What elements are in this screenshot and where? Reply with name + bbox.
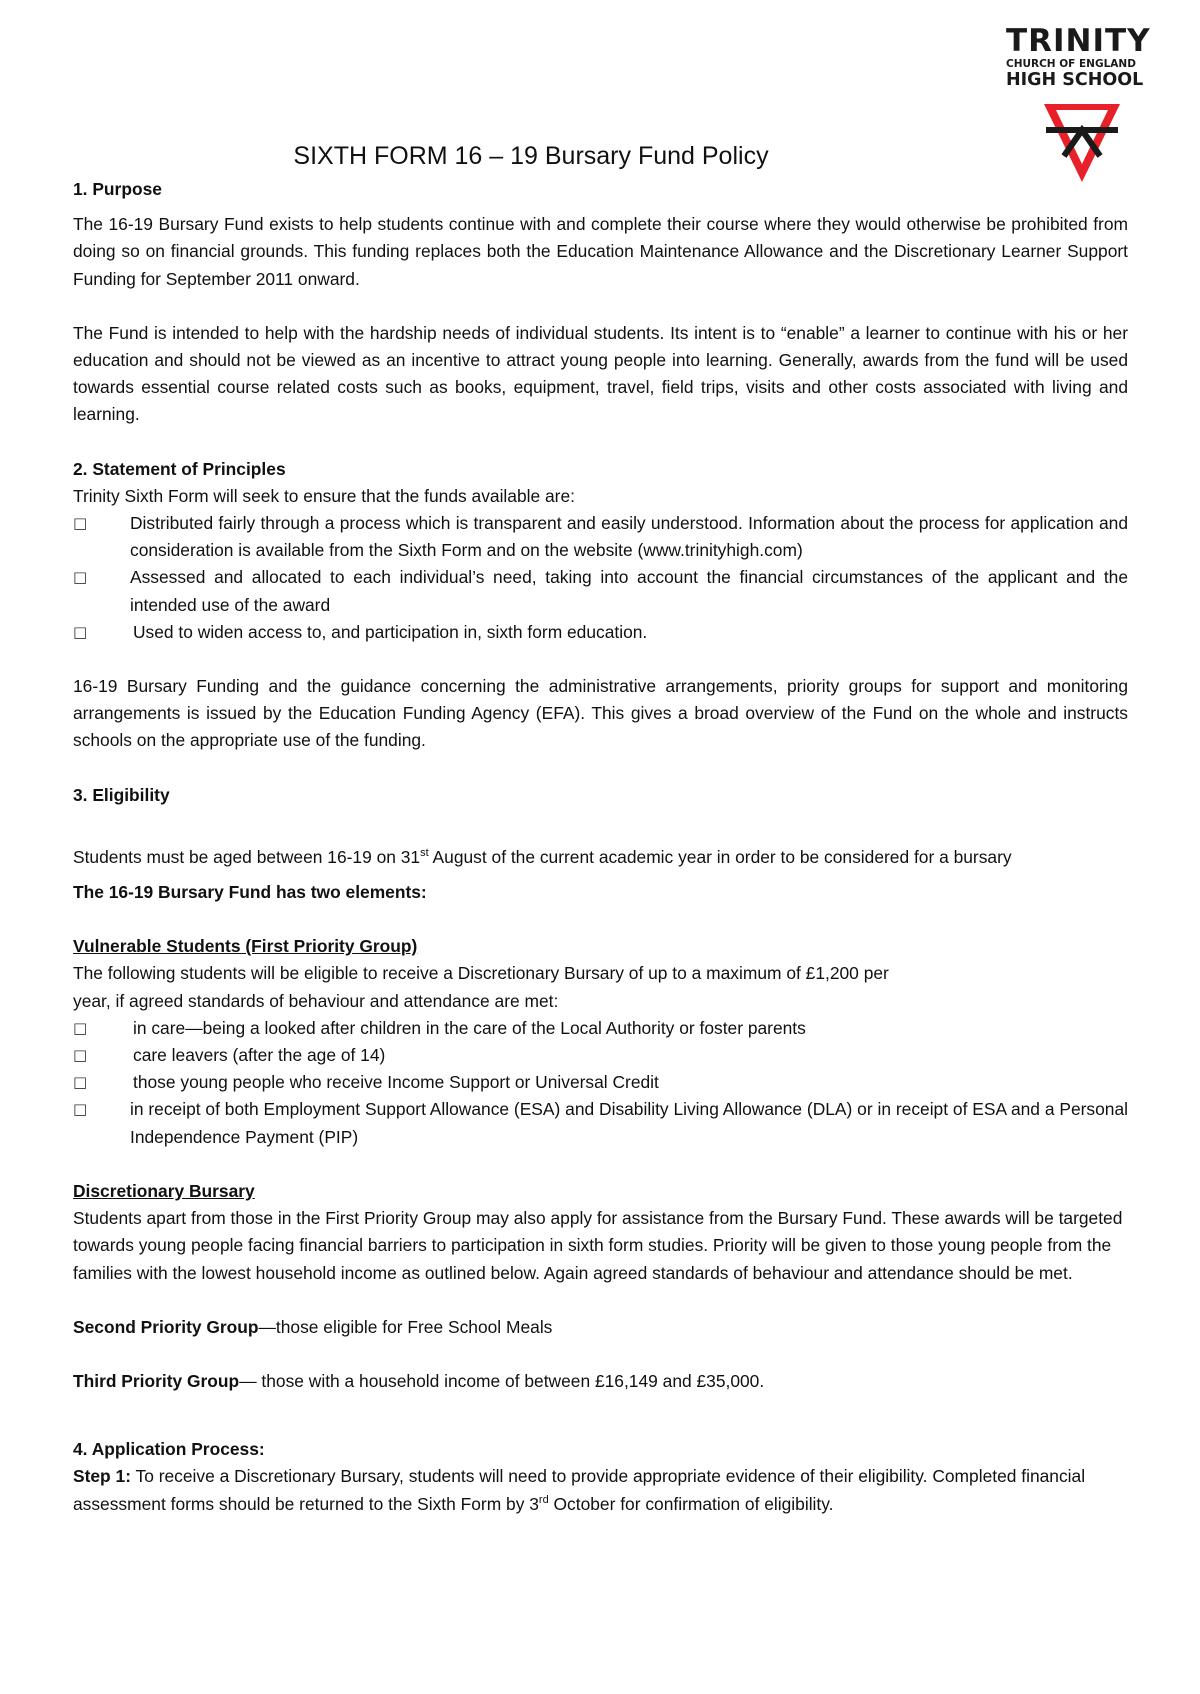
application-step-1: Step 1: To receive a Discretionary Bursary, students will need to provide appropriate evidence of their eligibility. Completed financial assessment forms should be returned to the Sixth Form by 3rd October for confirmation of eligibility. [73,1466,1086,1514]
logo-line-church: CHURCH OF ENGLAND [1006,58,1136,70]
vulnerable-students-heading: Vulnerable Students (First Priority Group) [73,936,418,957]
discretionary-paragraph: Students apart from those in the First Priority Group may also apply for assistance from the Bursary Fund. These awards will be targeted towards young people facing financial barriers to participation in sixth form studies. Priority will be given to those young people from the families with the lowest household income as outlined below. Again agreed standards of behaviour and attendance should be met. [73,1208,1123,1283]
bullet-text: Assessed and allocated to each individual’s need, taking into account the financial circumstances of the applicant and the intended use of the award [130,567,1128,615]
bullet-text: in receipt of both Employment Support Allowance (ESA) and Disability Living Allowance (DLA) or in receipt of ESA and a Personal Independence Payment (PIP) [130,1099,1128,1147]
principles-paragraph: 16-19 Bursary Funding and the guidance concerning the administrative arrangements, priority groups for support and monitoring arrangements is issued by the Education Funding Agency (EFA). This gives a broad overview of the Fund on the whole and instructs schools on the appropriate use of the funding. [73,676,1128,751]
document-body [73,176,1128,1518]
checkbox-bullet-icon: □ [73,1018,88,1037]
section-heading-principles: 2. Statement of Principles [73,458,286,479]
checkbox-bullet-icon: □ [73,514,88,533]
bullet-text: in care—being a looked after children in the care of the Local Authority or foster parents [133,1017,806,1038]
bullet-text: those young people who receive Income Support or Universal Credit [133,1072,659,1093]
bullet-text: Used to widen access to, and participation in, sixth form education. [133,621,648,642]
checkbox-bullet-icon: □ [73,568,88,587]
vulnerable-bullet [73,1015,1128,1042]
vulnerable-intro-line-1: The following students will be eligible to receive a Discretionary Bursary of up to a maximum of £1,200 per [73,963,889,984]
principles-bullet [73,510,1128,564]
two-elements-heading: The 16-19 Bursary Fund has two elements: [73,882,427,903]
checkbox-bullet-icon: □ [73,1046,88,1065]
principles-bullet [73,619,1128,646]
section-heading-application: 4. Application Process: [73,1439,265,1460]
bullet-text: Distributed fairly through a process which is transparent and easily understood. Information about the process for application and consideration is available from the Sixth Form and on the website (www.trinityhigh.com) [130,513,1128,561]
section-heading-purpose: 1. Purpose [73,179,162,199]
eligibility-age-paragraph: Students must be aged between 16-19 on 31st August of the current academic year in order to be considered for a bursary [73,846,1012,867]
logo-line-trinity: TRINITY [1006,23,1151,59]
page-title: SIXTH FORM 16 – 19 Bursary Fund Policy [293,142,769,170]
checkbox-bullet-icon: □ [73,1100,88,1119]
vulnerable-bullet [73,1042,1128,1069]
bullet-text: care leavers (after the age of 14) [133,1045,386,1066]
principles-intro: Trinity Sixth Form will seek to ensure that the funds available are: [73,485,575,506]
checkbox-bullet-icon: □ [73,1073,88,1092]
section-heading-eligibility: 3. Eligibility [73,784,170,805]
purpose-paragraph-1: The 16-19 Bursary Fund exists to help students continue with and complete their course where they would otherwise be prohibited from doing so on financial grounds. This funding replaces both the Education Maintenance Allowance and the Discretionary Learner Support Funding for September 2011 onward. [73,214,1128,289]
third-priority-group: Third Priority Group— those with a household income of between £16,149 and £35,000. [73,1370,765,1391]
vulnerable-intro-line-2: year, if agreed standards of behaviour and attendance are met: [73,990,559,1011]
checkbox-bullet-icon: □ [73,622,88,641]
logo-line-high-school: HIGH SCHOOL [1006,70,1144,90]
second-priority-group: Second Priority Group—those eligible for Free School Meals [73,1316,553,1337]
principles-bullet [73,564,1128,618]
vulnerable-bullet [73,1069,1128,1096]
vulnerable-bullet [73,1096,1128,1150]
discretionary-bursary-heading: Discretionary Bursary [73,1180,255,1201]
purpose-paragraph-2: The Fund is intended to help with the hardship needs of individual students. Its intent is to “enable” a learner to continue with his or her education and should not be viewed as an incentive to attract young people into learning. Generally, awards from the fund will be used towards essential course related costs such as books, equipment, travel, field trips, visits and other costs associated with living and learning. [73,322,1128,425]
